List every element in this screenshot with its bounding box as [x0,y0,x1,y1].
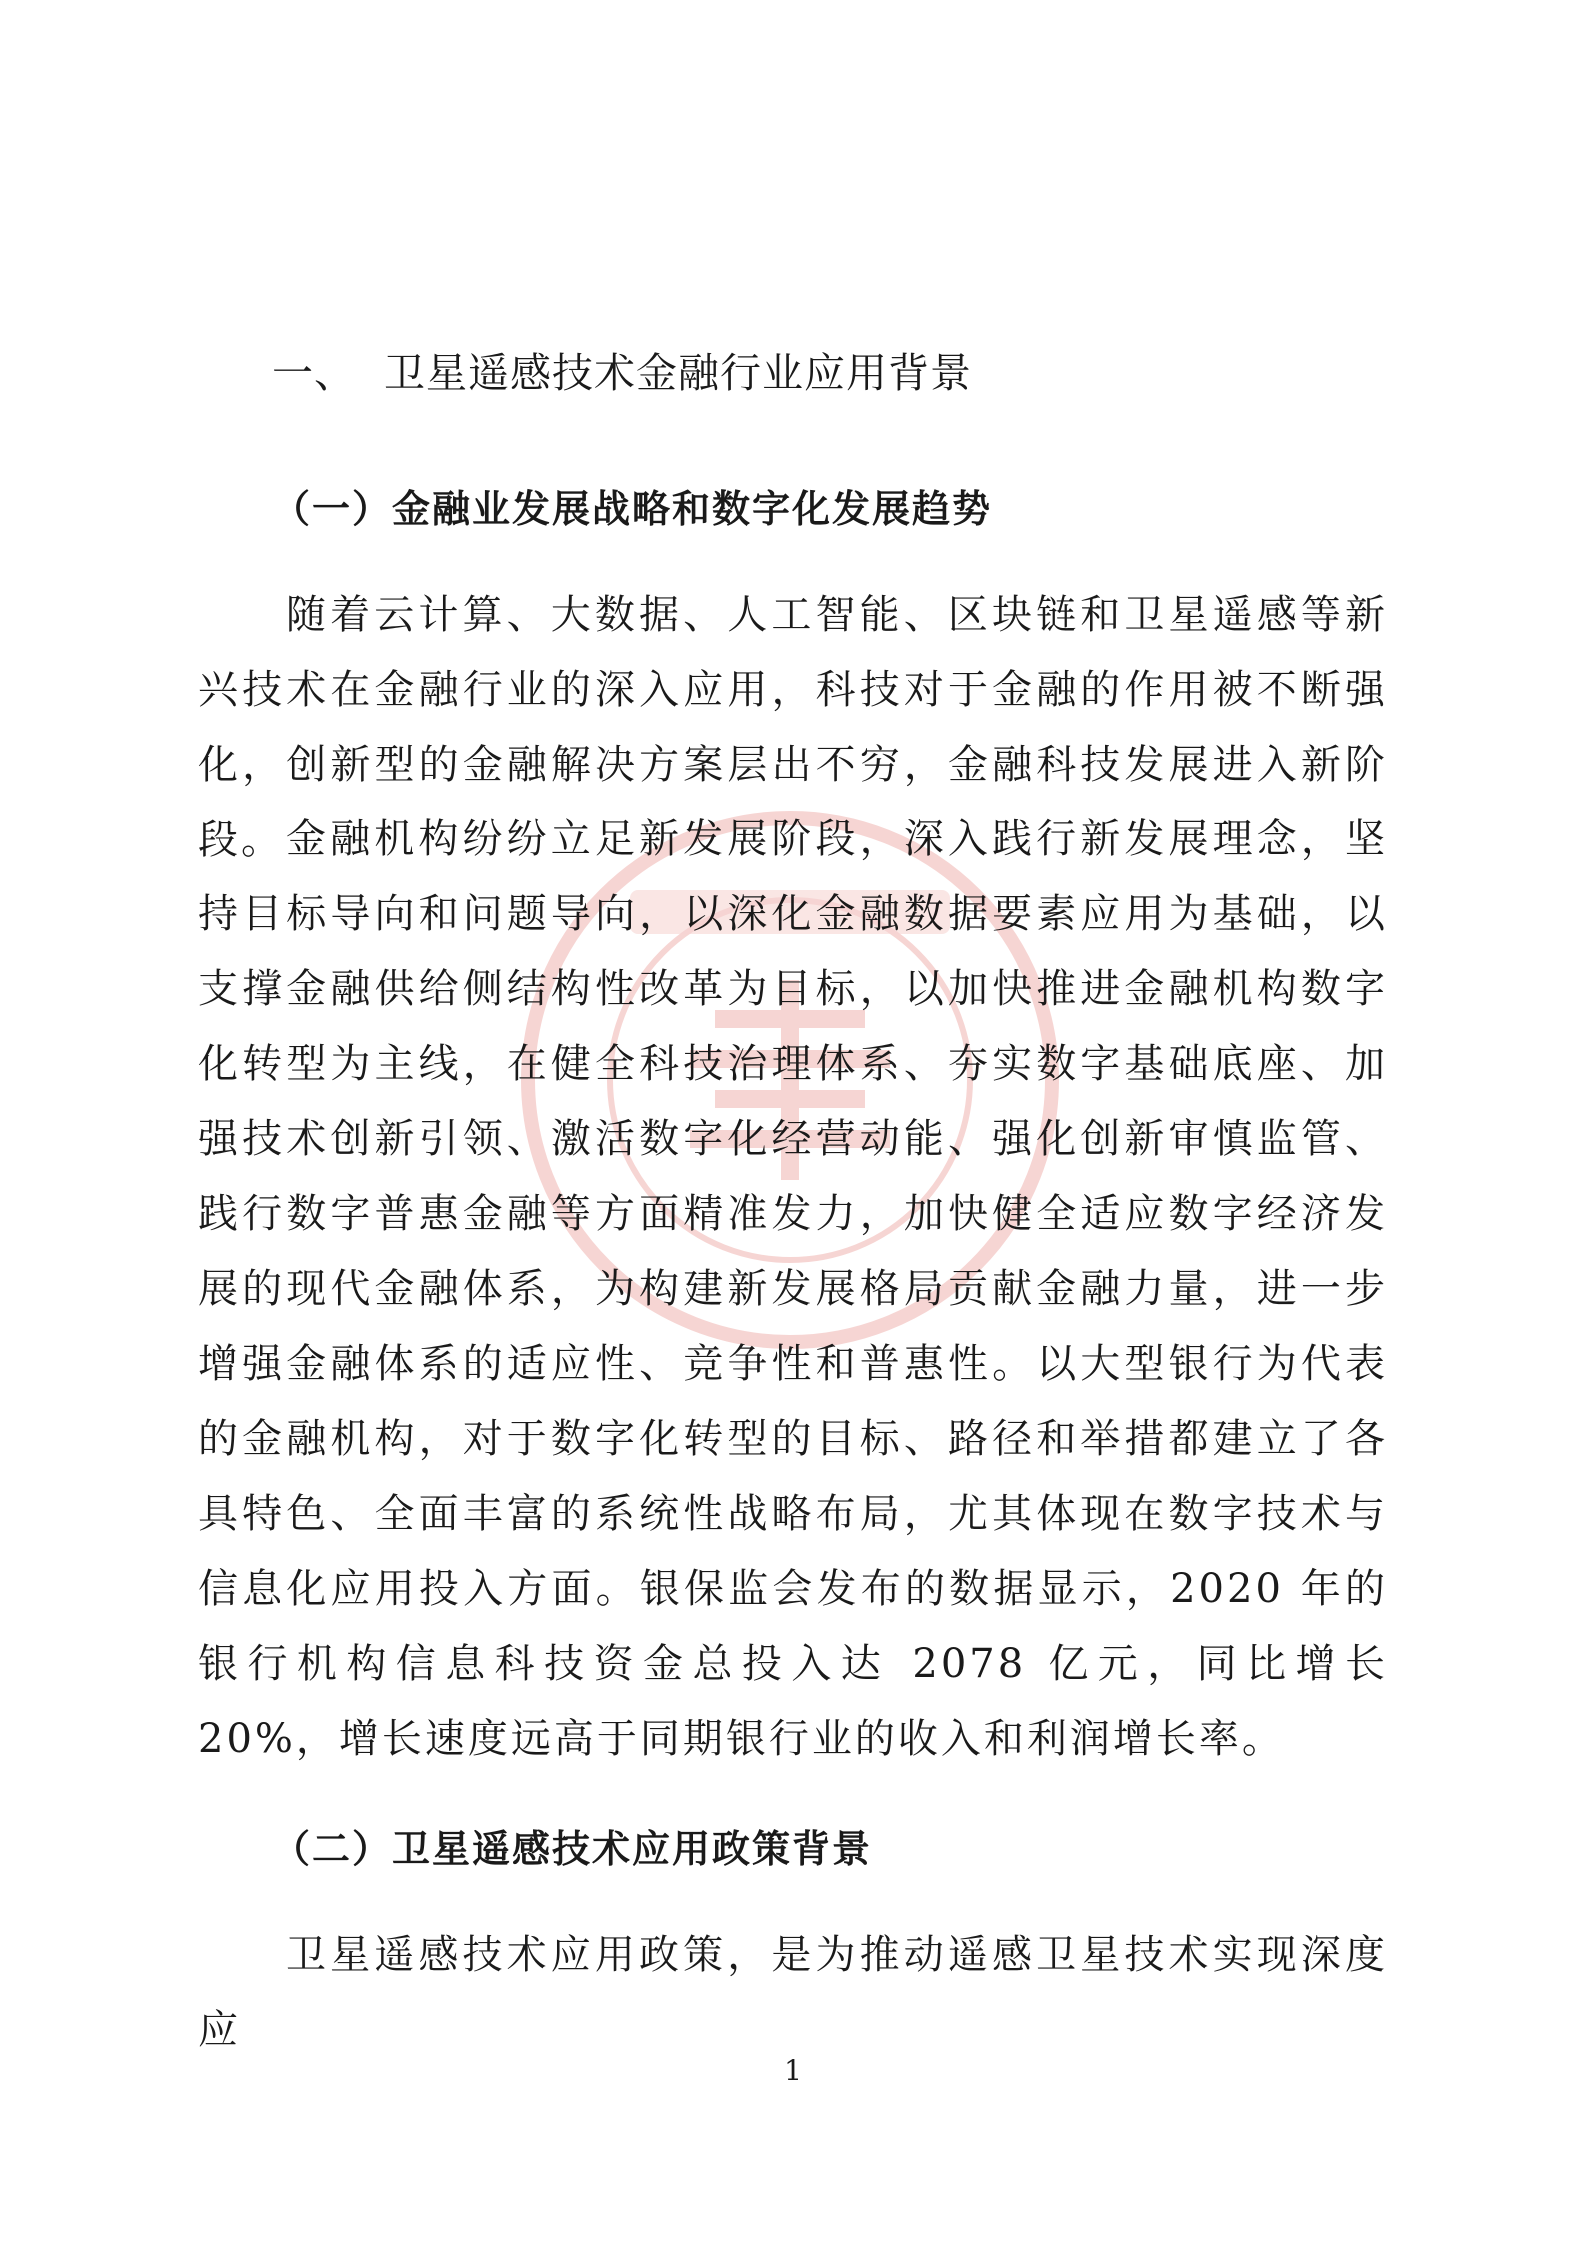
main-heading [272,340,972,399]
section-heading-1: （一）金融业发展战略和数字化发展趋势 [272,487,993,531]
main-heading-number: 一、 [272,349,356,397]
main-heading-title: 卫星遥感技术金融行业应用背景 [384,349,972,397]
section-heading-2: （二）卫星遥感技术应用政策背景 [272,1827,873,1871]
paragraph-2: 金融机构纷纷立足新发展阶段，深入践行新发展理念，坚持目标导向和问题导向，以深化金融数据要素应用为基础，以支撑金融供给侧结构性改革为目标，以加快推进金融机构数字化转型为主线，在健全科技治理体系、夯实数字基础底座、加强技术创新引领、激活数字化经营动能、强化创新审慎监管、践行数字普惠金融等方面精准发力，加快健全适应数字经济发展的现代金融体系，为构建新发展格局贡献金融力量，进一步增强金融体系的适应性、竞争性和普惠性。以大型银行为代表的金融机构，对于数字化转型的目标、路径和举措都建立了各具特色、全面丰富的系统性战略布局，尤其体现在数字技术与信息化应用投入方面。银保监会发布的数据显示，2020 年的银行机构信息科技资金总投入达 2078 亿元，同比增长 20%，增长速度远高于同期银行业的收入和利润增长率。 [198,816,1388,1762]
paragraph-3: 卫星遥感技术应用政策，是为推动遥感卫星技术实现深度应 [198,1932,1388,2053]
paragraph-1: 随着云计算、大数据、人工智能、区块链和卫星遥感等新兴技术在金融行业的深入应用，科技对于金融的作用被不断强化，创新型的金融解决方案层出不穷，金融科技发展进入新阶段。 [198,592,1388,863]
page-number: 1 [784,2054,802,2087]
